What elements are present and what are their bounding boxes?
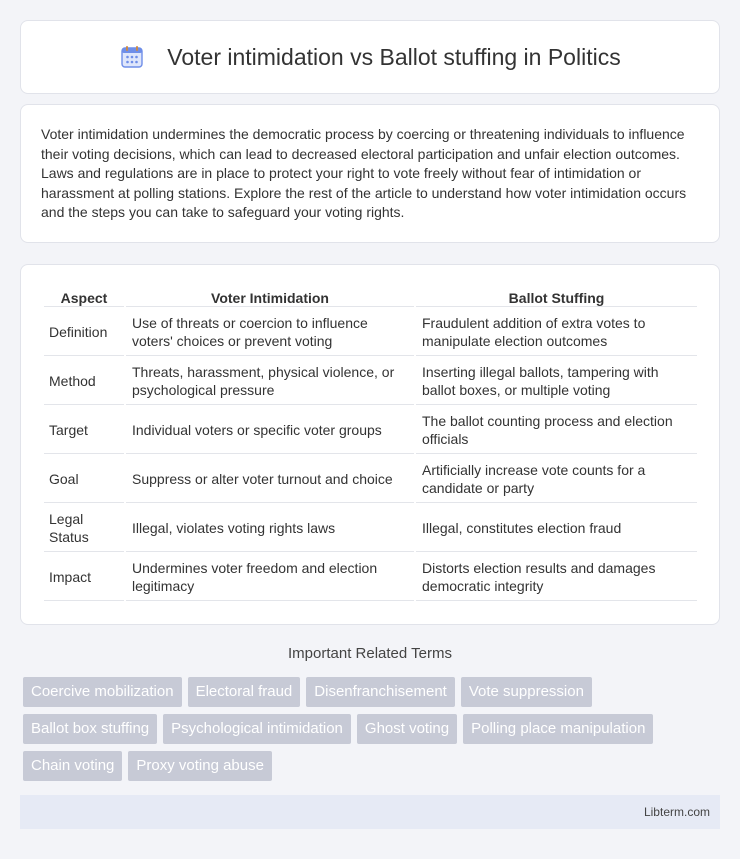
row-aspect: Target — [44, 407, 124, 454]
related-term-tag[interactable]: Ghost voting — [357, 714, 457, 744]
row-aspect: Definition — [44, 309, 124, 356]
intro-paragraph: Voter intimidation undermines the democratic process by coercing or threatening individuals to influence their voting decisions, which can lead to decreased electoral participation and unfair election outcomes. Laws and regulations are in place to protect your right to vote freely without fear of intimidation or harassment at polling stations. Explore the rest of the article to understand how voter intimidation occurs and the steps you can take to safeguard your voting rights. — [41, 126, 687, 221]
row-aspect: Legal Status — [44, 505, 124, 552]
intro-card — [20, 104, 720, 243]
row-aspect: Goal — [44, 456, 124, 503]
row-voter-intimidation: Illegal, violates voting rights laws — [126, 505, 414, 552]
related-term-tag[interactable]: Proxy voting abuse — [128, 751, 272, 781]
row-ballot-stuffing: Illegal, constitutes election fraud — [416, 505, 697, 552]
row-ballot-stuffing: Fraudulent addition of extra votes to manipulate election outcomes — [416, 309, 697, 356]
calendar-icon — [119, 44, 145, 70]
row-ballot-stuffing: Artificially increase vote counts for a candidate or party — [416, 456, 697, 503]
related-term-tag[interactable]: Electoral fraud — [188, 677, 301, 707]
table-row — [44, 505, 697, 552]
related-term-tag[interactable]: Psychological intimidation — [163, 714, 351, 744]
row-voter-intimidation: Suppress or alter voter turnout and choice — [126, 456, 414, 503]
row-aspect: Impact — [44, 554, 124, 601]
comparison-card — [20, 264, 720, 625]
row-voter-intimidation: Undermines voter freedom and election legitimacy — [126, 554, 414, 601]
row-ballot-stuffing: Distorts election results and damages democratic integrity — [416, 554, 697, 601]
table-row — [44, 407, 697, 454]
page-title: Voter intimidation vs Ballot stuffing in Politics — [167, 43, 621, 70]
related-term-tag[interactable]: Chain voting — [23, 751, 122, 781]
header-aspect: Aspect — [44, 287, 124, 307]
comparison-table — [42, 285, 699, 603]
related-term-tag[interactable]: Disenfranchisement — [306, 677, 455, 707]
row-voter-intimidation: Use of threats or coercion to influence voters' choices or prevent voting — [126, 309, 414, 356]
footer-site-link[interactable]: Libterm.com — [643, 805, 710, 819]
related-terms-list — [23, 677, 723, 781]
header-voter-intimidation: Voter Intimidation — [126, 287, 414, 307]
row-voter-intimidation: Individual voters or specific voter groups — [126, 407, 414, 454]
table-header-row — [44, 287, 697, 307]
header-ballot-stuffing: Ballot Stuffing — [416, 287, 697, 307]
row-aspect: Method — [44, 358, 124, 405]
table-row — [44, 358, 697, 405]
related-term-tag[interactable]: Coercive mobilization — [23, 677, 182, 707]
row-ballot-stuffing: Inserting illegal ballots, tampering with ballot boxes, or multiple voting — [416, 358, 697, 405]
row-voter-intimidation: Threats, harassment, physical violence, or psychological pressure — [126, 358, 414, 405]
table-row — [44, 456, 697, 503]
row-ballot-stuffing: The ballot counting process and election officials — [416, 407, 697, 454]
related-term-tag[interactable]: Polling place manipulation — [463, 714, 653, 744]
footer — [20, 795, 720, 829]
related-term-tag[interactable]: Ballot box stuffing — [23, 714, 157, 744]
table-row — [44, 309, 697, 356]
related-terms-heading: Important Related Terms — [288, 645, 452, 662]
related-term-tag[interactable]: Vote suppression — [461, 677, 592, 707]
title-card — [20, 20, 720, 94]
table-row — [44, 554, 697, 601]
